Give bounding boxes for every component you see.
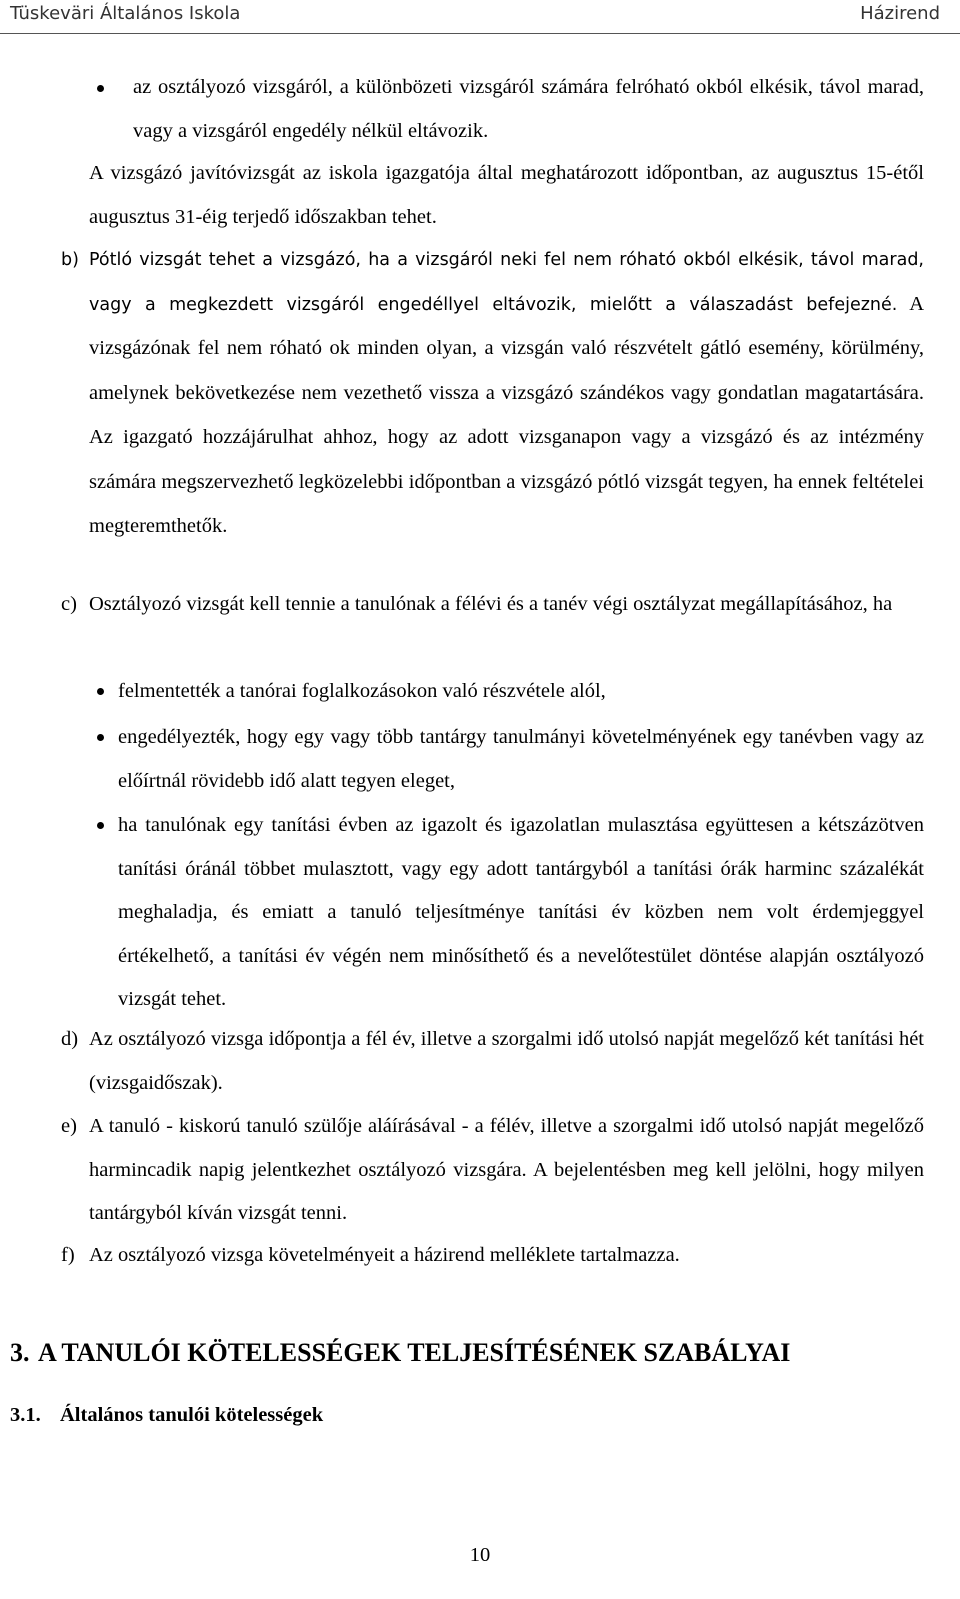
section-title: A TANULÓI KÖTELESSÉGEK TELJESÍTÉSÉNEK SZABÁLYAI xyxy=(38,1338,791,1367)
c-bullet-3: ha tanulónak egy tanítási évben az igazolt és igazolatlan mulasztása együttesen a kétszázötven tanítási óránál többet mulasztott, vagy egy adott tantárgyból a tanítási órák harminc százalékát meghaladja, és emiatt a tanuló teljesítménye tanítási év közben nem volt érdemjeggyel értékelhető, a tanítási év végén nem minősíthető és a nevelőtestület döntése alapján osztályozó vizsgát tehet. xyxy=(118,814,924,1010)
list-marker-e: e) xyxy=(61,1115,77,1137)
paragraph-b-part1: Pótló vizsgát tehet a vizsgázó, ha a vizsgáról neki fel nem róható okból elkésik, távol marad, vagy a megkezdett vizsgáról engedéllyel eltávozik, mielőtt a válaszadást befejezné. xyxy=(89,250,924,315)
bullet-paragraph: az osztályozó vizsgáról, a különbözeti vizsgáról számára felróható okból elkésik, távol marad, vagy a vizsgáról engedély nélkül eltávozik. xyxy=(133,76,924,142)
header-school-name: Tüskeväri Általános Iskola xyxy=(10,3,241,24)
bullet-icon xyxy=(97,688,104,695)
c-bullet-1: felmentették a tanórai foglalkozásokon való részvétele alól, xyxy=(118,680,606,702)
paragraph-a-tail: A vizsgázó javítóvizsgát az iskola igazgatója által meghatározott időpontban, az augusztus 15-étől augusztus 31-éig terjedő időszakban tehet. xyxy=(89,162,924,228)
paragraph-e: A tanuló - kiskorú tanuló szülője aláírásával - a félév, illetve a szorgalmi idő utolsó napját megelőző harmincadik napig jelentkezhet osztályozó vizsgára. A bejelentésben meg kell jelölni, hogy milyen tantárgyból kíván vizsgát tenni. xyxy=(89,1115,924,1224)
section-number: 3. xyxy=(10,1338,30,1367)
bullet-icon xyxy=(97,734,104,741)
paragraph-b-part2: A vizsgázónak fel nem róható ok minden olyan, a vizsgán való részvételt gátló esemény, körülmény, amelynek bekövetkezése nem vezethető vissza a vizsgázó szándékos vagy gondatlan magatartására. Az igazgató hozzájárulhat ahhoz, hogy az adott vizsganapon vagy a vizsgázó és az intézmény számára megszervezhető legközelebbi időpontban a vizsgázó pótló vizsgát tegyen, ha ennek feltételei megteremthetők. xyxy=(89,292,924,537)
page-number: 10 xyxy=(469,1544,491,1566)
bullet-icon xyxy=(97,822,104,829)
header-rule xyxy=(0,33,960,34)
list-marker-d: d) xyxy=(61,1028,79,1050)
list-marker-b: b) xyxy=(61,250,79,270)
subsection-title: Általános tanulói kötelességek xyxy=(60,1404,324,1426)
page-header xyxy=(0,0,960,34)
paragraph-f: Az osztályozó vizsga követelményeit a házirend melléklete tartalmazza. xyxy=(89,1244,680,1266)
bullet-icon xyxy=(97,85,104,92)
paragraph-d: Az osztályozó vizsga időpontja a fél év, illetve a szorgalmi idő utolsó napját megelőző két tanítási hét (vizsgaidőszak). xyxy=(89,1028,924,1094)
subsection-number: 3.1. xyxy=(10,1404,41,1426)
header-document-name: Házirend xyxy=(860,3,940,24)
paragraph-b xyxy=(89,239,924,550)
c-bullet-2: engedélyezték, hogy egy vagy több tantárgy tanulmányi követelményének egy tanévben vagy az előírtnál rövidebb idő alatt tegyen eleget, xyxy=(118,726,924,792)
paragraph-c: Osztályozó vizsgát kell tennie a tanulónak a félévi és a tanév végi osztályzat megállapításához, ha xyxy=(89,593,893,615)
list-marker-c: c) xyxy=(61,593,77,615)
list-marker-f: f) xyxy=(61,1244,75,1266)
